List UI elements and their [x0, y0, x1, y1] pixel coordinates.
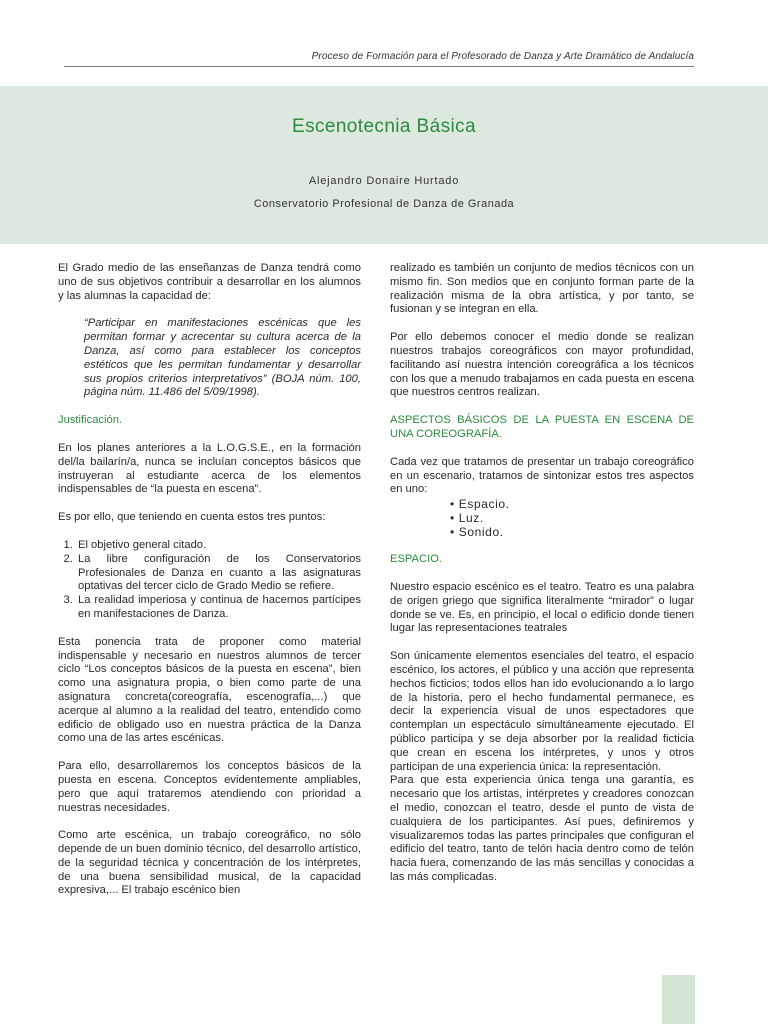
running-head: Proceso de Formación para el Profesorado de Danza y Arte Dramático de Andalucía [311, 51, 694, 62]
elementos-paragraph: Son únicamente elementos esenciales del teatro, el espacio escénico, los actores, el público y una acción que representa hechos ficticios; todos ellos han ido evolucionando a lo largo de la historia, pero el hecho fundamental permanece, es decir la experiencia visual de unos espectadores que contemplan un espectáculo simultáneamente ejecutado. El público participa y se deja absorber por la realidad ficticia que crean en escena los intérpretes, y unos y otros participan de una experiencia única: la representación. [390, 650, 694, 773]
cada-vez-paragraph: Cada vez que tratamos de presentar un trabajo coreográfico en un escenario, tratamos de sintonizar estos tres aspectos en uno: [390, 455, 694, 496]
garantia-paragraph: Para que esta experiencia única tenga una garantía, es necesario que los artistas, intérpretes y creadores conozcan el medio, conozcan el teatro, desde el punto de vista de cualquiera de los participantes. Así pues, definiremos y visualizaremos todas las partes principales que configuran el edificio del teatro, tanto de telón hacia dentro como de telón hacia fuera, comenzando de las más sencillas y conocidas a las más complicadas. [390, 774, 694, 883]
list-item: 1. El objetivo general citado. [76, 539, 361, 553]
list-item: 3. La realidad imperiosa y continua de hacernos partícipes en manifestaciones de Danza. [76, 594, 361, 622]
list-item: • Sonido. [450, 525, 694, 539]
title-banner [0, 86, 768, 244]
page-corner-tab [662, 975, 695, 1024]
heading-espacio: ESPACIO. [390, 553, 443, 566]
author-name: Alejandro Donaire Hurtado [308, 175, 460, 187]
author-institution: Conservatorio Profesional de Danza de Granada [253, 198, 515, 210]
list-item: 2. La libre configuración de los Conservatorios Profesionales de Danza en cuanto a las asignaturas optativas del tercer ciclo de Grado Medio se refiere. [76, 553, 361, 594]
points-list [58, 539, 361, 622]
left-column [58, 262, 361, 898]
intro-paragraph: El Grado medio de las enseñanzas de Danza tendrá como uno de sus objetivos contribuir a desarrollar en los alumnos y las alumnas la capacidad de: [58, 262, 361, 302]
list-item: • Espacio. [450, 497, 694, 511]
boja-quote: “Participar en manifestaciones escénicas que les permitan formar y acrecentar su cultura acerca de la Danza, así como para establecer los conceptos estéticos que les permitan fundamentar y desarrollar sus propios criterios interpretativos” (BOJA núm. 100, página núm. 11.486 del 5/09/1998). [84, 317, 361, 399]
right-column [390, 262, 694, 885]
arte-escenica-paragraph: Como arte escénica, un trabajo coreográfico, no sólo depende de un buen dominio técnico, del desarrollo artístico, de la seguridad técnica y concentración de los intérpretes, de una buena sensibilidad musical, de la capacidad expresiva,... El trabajo escénico bien [58, 829, 361, 897]
ponencia-paragraph: Esta ponencia trata de proponer como material indispensable y necesario en nuestros alumnos de tercer ciclo “Los conceptos básicos de la puesta en escena”, bien como una asignatura propia, o bien como parte de una asignatura concreta(coreografía, escenografía,...) que acerque al alumno a la realidad del teatro, entendido como edificio de obligado uso en nuestra práctica de la Danza como una de las artes escénicas. [58, 635, 361, 745]
espacio-paragraph: Nuestro espacio escénico es el teatro. Teatro es una palabra de origen griego que significa literalmente “mirador” o lugar donde se ve. Es, en principio, el local o edificio donde tienen lugar las representaciones teatrales [390, 580, 694, 635]
heading-justificacion: Justificación. [58, 414, 123, 427]
desarrollaremos-paragraph: Para ello, desarrollaremos los conceptos básicos de la puesta en escena. Conceptos evidentemente ampliables, pero que aquí trataremos atendiendo con prioridad a nuestras necesidades. [58, 760, 361, 814]
header-rule [64, 66, 694, 67]
paper-title: Escenotecnia Básica [292, 116, 476, 137]
list-item: • Luz. [450, 511, 694, 525]
aspects-list [390, 497, 694, 539]
por-ello-paragraph: Es por ello, que teniendo en cuenta estos tres puntos: [58, 511, 326, 524]
realizado-paragraph: realizado es también un conjunto de medios técnicos con un mismo fin. Son medios que en conjunto forman parte de la realización misma de la obra artística, y por tanto, se fusionan y se integran en ella. [390, 262, 694, 316]
planes-paragraph: En los planes anteriores a la L.O.G.S.E., en la formación del/la bailarín/a, nunca se incluían conceptos básicos que instruyeran al estudiante acerca de los elementos indispensables de “la puesta en escena”. [58, 441, 361, 496]
heading-aspectos: ASPECTOS BÁSICOS DE LA PUESTA EN ESCENA DE UNA COREOGRAFÍA. [390, 414, 694, 440]
conocer-paragraph: Por ello debemos conocer el medio donde se realizan nuestros trabajos coreográficos con mayor profundidad, facilitando así nuestra intención coreográfica a los técnicos con los que a menudo trabajamos en cada puesta en escena que nuestros centros realizan. [390, 331, 694, 399]
